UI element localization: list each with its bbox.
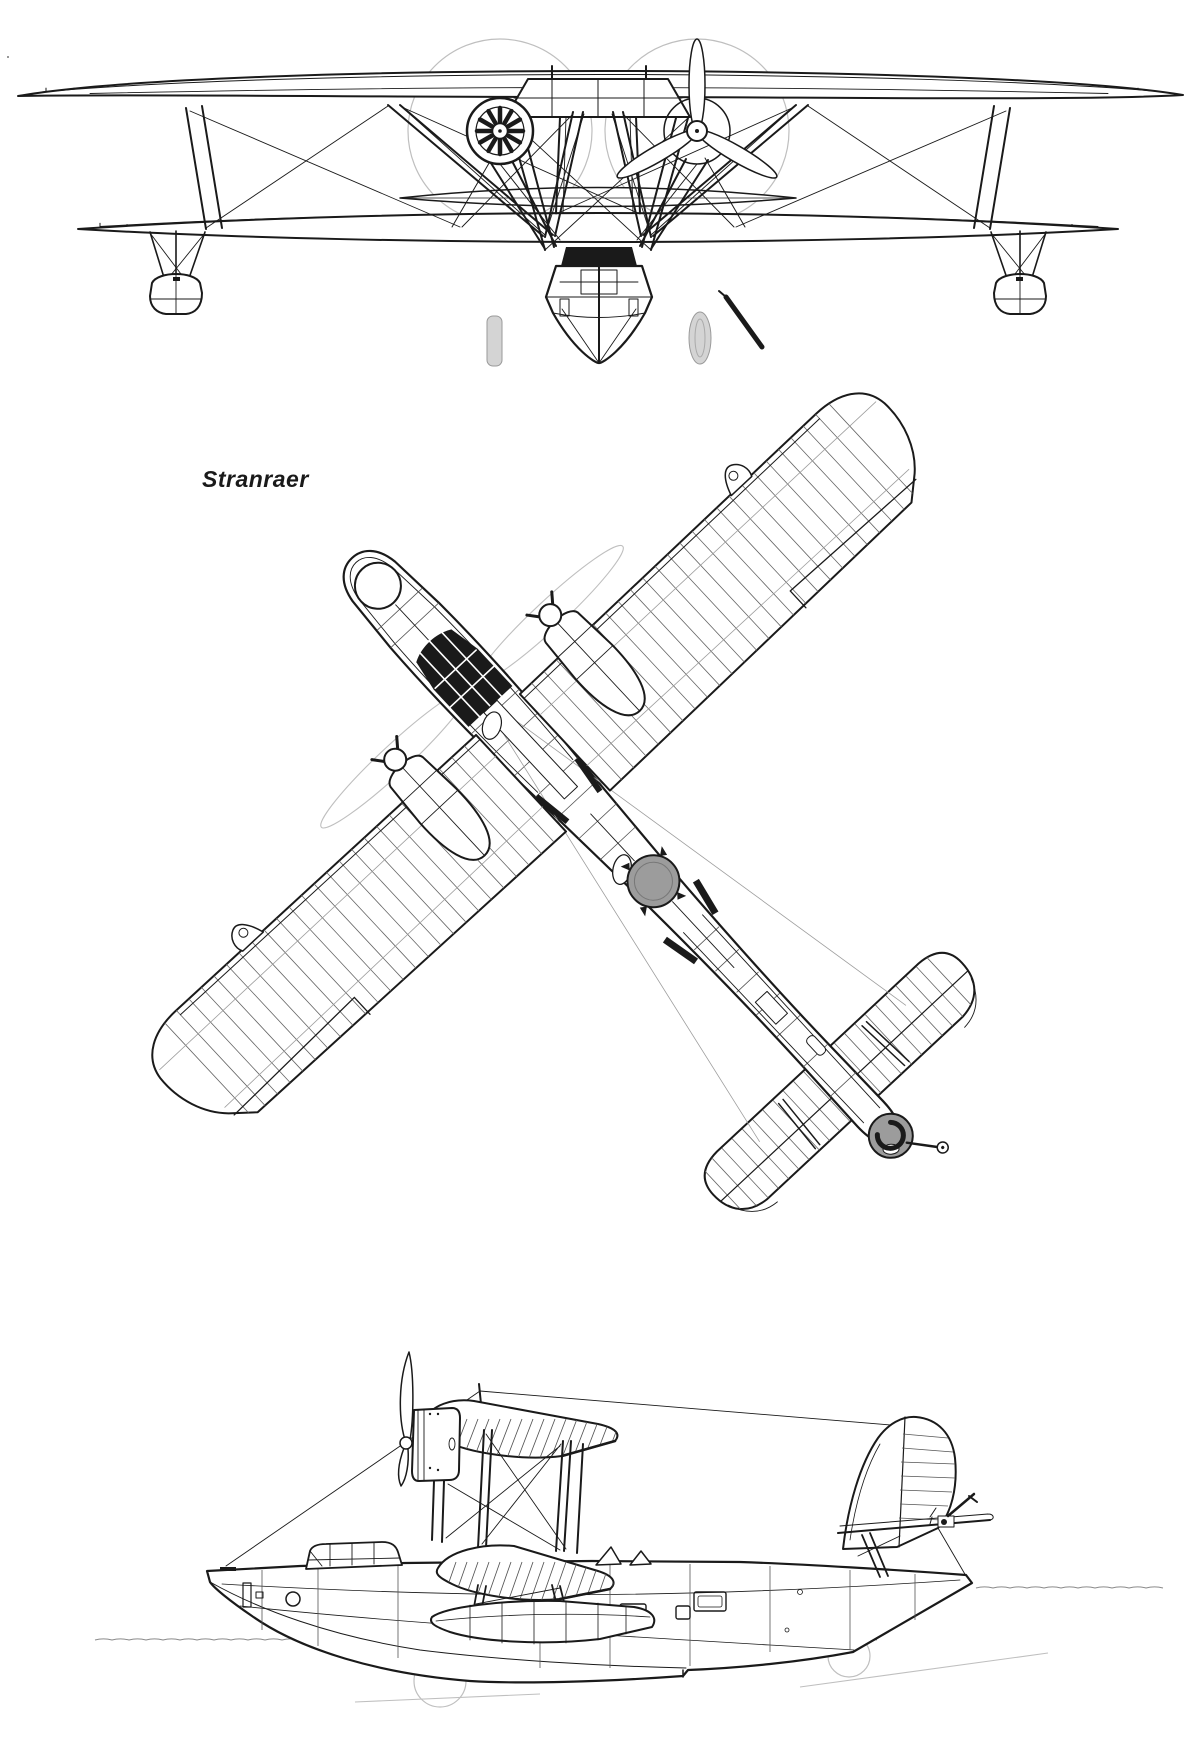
- hull-front: [546, 247, 652, 363]
- starboard-wing-float: [991, 231, 1046, 314]
- side-view-drawing: [95, 1352, 1163, 1707]
- engine-side: [412, 1408, 460, 1481]
- front-view-drawing: [7, 39, 1183, 366]
- towing-bar: [726, 297, 762, 347]
- wing-root-black-band: [561, 247, 637, 266]
- starboard-wing: [484, 338, 950, 791]
- beaching-strut: [487, 316, 502, 366]
- lower-wing-front: [78, 213, 1118, 242]
- scan-speck: [7, 56, 9, 58]
- aircraft-name-label: Stranraer: [202, 466, 309, 492]
- port-wing: [100, 696, 566, 1149]
- tail-side: [838, 1417, 993, 1577]
- cockpit-canopy-side: [306, 1542, 402, 1569]
- plan-view-drawing: [0, 220, 1200, 1509]
- propeller-side: [399, 1352, 413, 1486]
- tailplane-edge-front: [400, 188, 796, 207]
- port-wing-float: [150, 231, 205, 314]
- beaching-wheel: [689, 312, 711, 364]
- deck-fitting: [220, 1567, 236, 1571]
